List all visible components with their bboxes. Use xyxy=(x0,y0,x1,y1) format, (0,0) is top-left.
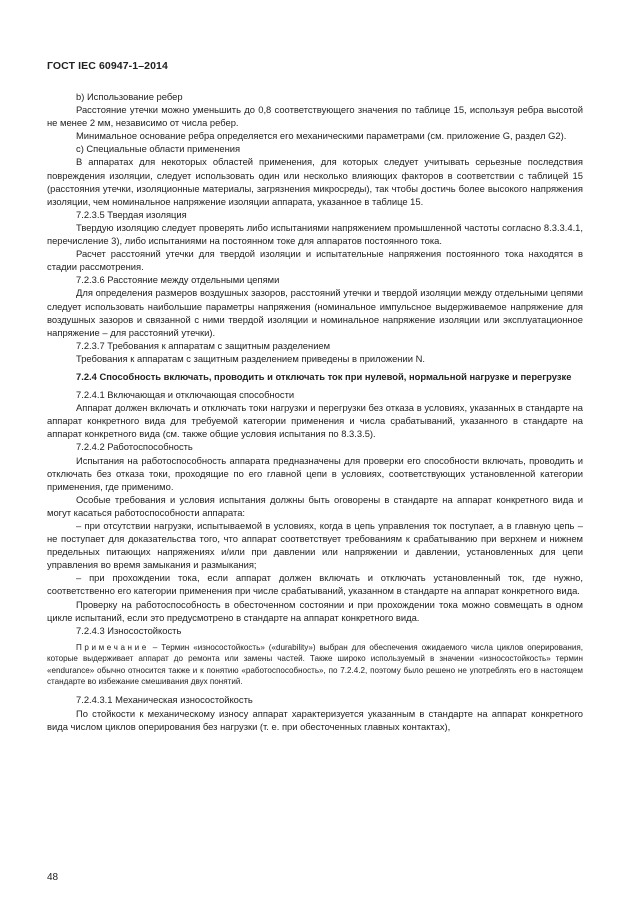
subheading-b: b) Использование ребер xyxy=(76,91,183,102)
subheading-c: c) Специальные области применения xyxy=(76,143,241,155)
document-header: ГОСТ IEC 60947-1–2014 xyxy=(47,60,168,72)
paragraph: Для определения размеров воздушных зазоров, расстояний утечки и твердой изоляции между отдельными цепями следует использовать наибольшие параметры напряжения (номинальное импульсное выдерживаемое напряжение для воздушных зазоров и связанной с ними твердой изоляции и номинальное напряжение изоляции или эксплуатационное напряжение – для расстояний утечки). xyxy=(47,287,583,338)
paragraph: Твердую изоляцию следует проверять либо испытаниями напряжением промышленной частоты согласно 8.3.3.4.1, перечисление 3), либо испытаниями на постоянном токе для аппаратов постоянного тока. xyxy=(47,221,583,247)
page-number: 48 xyxy=(47,872,59,883)
note-text: – Термин «износостойкость» («durability») выбран для обеспечения ожидаемого числа циклов оперирования, которые выдерживает аппарат до ремонта или замены частей. Также широко используемый в значении «износостойкость» термин «endurance» обычно относится также и к понятию «работоспособность», по 7.2.4.2, поэтому было решено не употреблять его в настоящем стандарте во избежание смешивания двух понятий. xyxy=(47,642,583,687)
paragraph: Расчет расстояний утечки для твердой изоляции и испытательные напряжения постоянного тока находятся в стадии рассмотрения. xyxy=(47,248,583,273)
list-item: – при отсутствии нагрузки, испытываемой в условиях, когда в цепь управления ток поступает, а в главную цепь – не поступает для доказательства того, что аппарат соответствует требованиям к срабатыванию при верхнем и нижнем предельных питающих напряжениях и/или при давлении или напряжении и давлении, установленных для цепи управления во время замыкания и размыкания; xyxy=(47,520,583,571)
document-body xyxy=(47,90,583,733)
list-item: – при прохождении тока, если аппарат должен включать и отключать установленный ток, где нужно, соответственно его категории применения при числе срабатываний, указанном в стандарте на аппарат конкретного вида. xyxy=(47,572,583,597)
paragraph: По стойкости к механическому износу аппарат характеризуется указанным в стандарте на аппарат конкретного вида числом циклов оперирования без нагрузки (т. е. при обесточенных главных контактах), xyxy=(47,707,583,732)
paragraph: Проверку на работоспособность в обесточенном состоянии и при прохождении тока можно совмещать в одном цикле испытаний, если это предусмотрено в стандарте на аппарат конкретного вида. xyxy=(47,598,583,623)
section-heading: 7.2.3.6 Расстояние между отдельными цепями xyxy=(76,274,280,286)
paragraph: Особые требования и условия испытания должны быть оговорены в стандарте на аппарат конкретного вида и могут касаться работоспособности аппарата: xyxy=(47,493,583,518)
section-heading: 7.2.3.7 Требования к аппаратам с защитным разделением xyxy=(76,339,331,351)
section-heading: 7.2.4.3.1 Механическая износостойкость xyxy=(76,694,253,706)
section-heading: 7.2.3.5 Твердая изоляция xyxy=(76,208,187,220)
section-heading: 7.2.4.1 Включающая и отключающая способности xyxy=(76,389,295,401)
section-heading: 7.2.4.3 Износостойкость xyxy=(76,624,182,636)
paragraph: Расстояние утечки можно уменьшить до 0,8 соответствующего значения по таблице 15, используя ребра высотой не менее 2 мм, независимо от числа ребер. xyxy=(47,104,583,129)
note xyxy=(47,642,583,688)
note-label: Примечание xyxy=(76,642,149,652)
paragraph: Испытания на работоспособность аппарата предназначены для проверки его способности включать, проводить и отключать без отказа токи, проходящие по его главной цепи в условиях, соответствующих установленной категории применения, где применимо. xyxy=(47,454,583,492)
paragraph: Требования к аппаратам с защитным разделением приведены в приложении N. xyxy=(76,352,425,364)
section-heading-bold: 7.2.4 Способность включать, проводить и отключать ток при нулевой, нормальной нагрузке и перегрузке xyxy=(76,370,572,382)
paragraph: В аппаратах для некоторых областей применения, для которых следует учитывать серьезные последствия повреждения изоляции, следует использовать один или несколько влияющих факторов в соответствии с таблицей 15 (расстояния утечки, изоляционные материалы, загрязнения микросреды), так чтобы достичь более высокого напряжения изоляции, чем номинальное напряжение изоляции аппарата, указанное в таблице 15. xyxy=(47,156,583,207)
paragraph: Минимальное основание ребра определяется его механическими параметрами (см. приложение G, раздел G2). xyxy=(76,130,567,142)
paragraph: Аппарат должен включать и отключать токи нагрузки и перегрузки без отказа в условиях, указанных в стандарте на аппарат конкретного вида для требуемой категории применения и числа срабатываний, указанного в стандарте на аппарат конкретного вида (см. также общие условия испытания по 8.3.3.5). xyxy=(47,402,583,440)
section-heading: 7.2.4.2 Работоспособность xyxy=(76,441,193,453)
